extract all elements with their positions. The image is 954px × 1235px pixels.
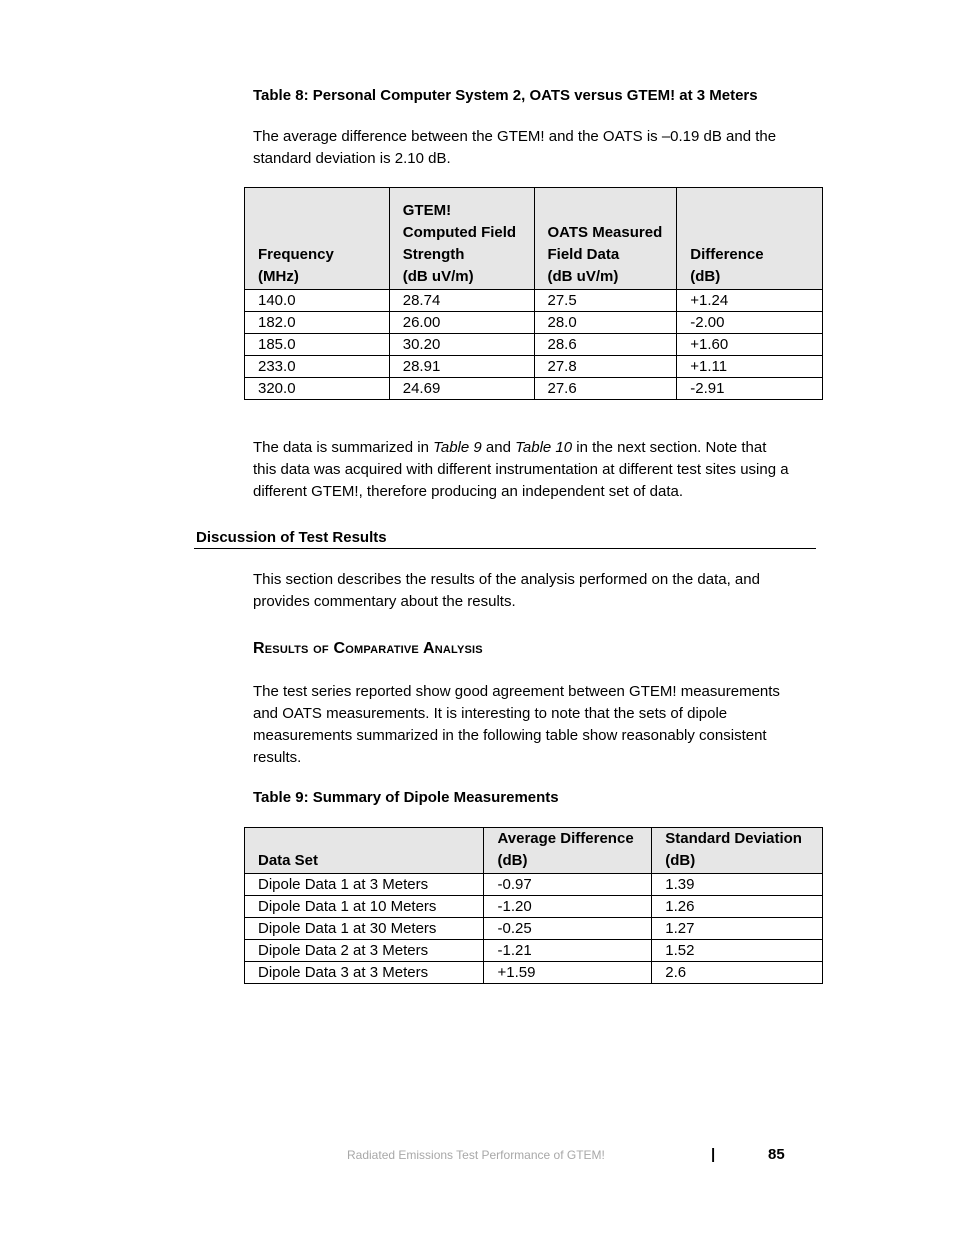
results-line4: results. xyxy=(253,749,302,766)
discussion-line1: This section describes the results of the analysis performed on the data, and xyxy=(253,571,760,588)
table-cell: 185.0 xyxy=(245,334,390,356)
table-cell: -0.25 xyxy=(484,918,652,940)
table-cell: 28.74 xyxy=(389,290,534,312)
summary-line3: different GTEM!, therefore producing an independent set of data. xyxy=(253,483,683,500)
header-text: (dB uV/m) xyxy=(547,268,619,285)
discussion-heading: Discussion of Test Results xyxy=(196,529,387,546)
discussion-paragraph xyxy=(253,569,760,613)
table-row xyxy=(245,312,823,334)
table-cell: +1.11 xyxy=(677,356,823,378)
summary-text: and xyxy=(481,439,516,456)
table8-intro-line2: standard deviation is 2.10 dB. xyxy=(253,150,451,167)
table8-header-oats xyxy=(534,188,677,290)
table-cell: -1.21 xyxy=(484,940,652,962)
header-text: Difference xyxy=(690,246,764,263)
summary-line1 xyxy=(253,437,789,459)
table8-header-gtem xyxy=(389,188,534,290)
header-text: Standard Deviation xyxy=(665,830,802,847)
results-paragraph xyxy=(253,681,780,769)
header-text: (dB) xyxy=(665,852,696,869)
table9-caption: Table 9: Summary of Dipole Measurements xyxy=(253,789,559,806)
footer-separator: | xyxy=(711,1146,716,1163)
table-cell: 28.6 xyxy=(534,334,677,356)
header-text: (dB) xyxy=(497,852,528,869)
results-line2: and OATS measurements. It is interesting to note that the sets of dipole xyxy=(253,705,728,722)
table-cell: 2.6 xyxy=(652,962,823,984)
table-cell: 1.27 xyxy=(652,918,823,940)
table-cell: 140.0 xyxy=(245,290,390,312)
table-cell: 320.0 xyxy=(245,378,390,400)
table8-header-difference xyxy=(677,188,823,290)
table-cell: 27.8 xyxy=(534,356,677,378)
table-cell: 27.5 xyxy=(534,290,677,312)
discussion-line2: provides commentary about the results. xyxy=(253,593,516,610)
header-text: (MHz) xyxy=(258,268,299,285)
table-row xyxy=(245,874,823,896)
table-row xyxy=(245,290,823,312)
header-text: Strength xyxy=(402,246,465,263)
table-row xyxy=(245,378,823,400)
table-cell: 27.6 xyxy=(534,378,677,400)
table-cell: -1.20 xyxy=(484,896,652,918)
table-cell: -0.97 xyxy=(484,874,652,896)
footer-title: Radiated Emissions Test Performance of GTEM! xyxy=(347,1148,605,1162)
table-cell: -2.91 xyxy=(677,378,823,400)
table8-intro-line1: The average difference between the GTEM! and the OATS is –0.19 dB and the xyxy=(253,128,777,145)
table-cell: 233.0 xyxy=(245,356,390,378)
header-text: Average Difference xyxy=(497,830,634,847)
table-row xyxy=(245,356,823,378)
table-row xyxy=(245,334,823,356)
table8 xyxy=(244,187,823,400)
table-cell: +1.60 xyxy=(677,334,823,356)
header-text: Data Set xyxy=(258,852,319,869)
table9 xyxy=(244,827,823,984)
section-divider xyxy=(194,548,816,549)
header-text: Field Data xyxy=(547,246,620,263)
table-cell: 1.26 xyxy=(652,896,823,918)
table8-caption: Table 8: Personal Computer System 2, OATS versus GTEM! at 3 Meters xyxy=(253,87,758,104)
table10-reference: Table 10 xyxy=(515,439,573,456)
table9-reference: Table 9 xyxy=(433,439,482,456)
header-text: GTEM! xyxy=(402,202,452,219)
summary-text: The data is summarized in xyxy=(253,439,434,456)
results-line3: measurements summarized in the following table show reasonably consistent xyxy=(253,727,767,744)
header-text: Frequency xyxy=(258,246,334,263)
table8-header-frequency xyxy=(245,188,390,290)
table-row xyxy=(245,962,823,984)
table-cell: 1.52 xyxy=(652,940,823,962)
table8-header-row xyxy=(245,188,823,290)
results-line1: The test series reported show good agreement between GTEM! measurements xyxy=(253,683,780,700)
table-cell: 182.0 xyxy=(245,312,390,334)
header-text: (dB) xyxy=(690,268,721,285)
table-cell: +1.24 xyxy=(677,290,823,312)
table9-header-row xyxy=(245,828,823,874)
table-cell: -2.00 xyxy=(677,312,823,334)
table9-header-avg-diff xyxy=(484,828,652,874)
table-row xyxy=(245,940,823,962)
summary-line2: this data was acquired with different instrumentation at different test sites using a xyxy=(253,461,789,478)
table-cell: 30.20 xyxy=(389,334,534,356)
table9-header-std-dev xyxy=(652,828,823,874)
table-cell: 1.39 xyxy=(652,874,823,896)
table-cell: 28.0 xyxy=(534,312,677,334)
table-cell: Dipole Data 1 at 10 Meters xyxy=(245,896,484,918)
table-row xyxy=(245,896,823,918)
table9-header-dataset xyxy=(245,828,484,874)
table-cell: 24.69 xyxy=(389,378,534,400)
table-cell: Dipole Data 3 at 3 Meters xyxy=(245,962,484,984)
table8-intro xyxy=(253,126,776,170)
table-cell: 26.00 xyxy=(389,312,534,334)
table-row xyxy=(245,918,823,940)
summary-paragraph xyxy=(253,437,789,503)
table-cell: Dipole Data 2 at 3 Meters xyxy=(245,940,484,962)
header-text: OATS Measured xyxy=(547,224,663,241)
header-text: Computed Field xyxy=(402,224,517,241)
table-cell: Dipole Data 1 at 30 Meters xyxy=(245,918,484,940)
header-text: (dB uV/m) xyxy=(402,268,474,285)
summary-text: in the next section. Note that xyxy=(572,439,767,456)
table-cell: Dipole Data 1 at 3 Meters xyxy=(245,874,484,896)
page-number: 85 xyxy=(768,1146,785,1163)
table-cell: 28.91 xyxy=(389,356,534,378)
results-heading: Results of Comparative Analysis xyxy=(253,640,483,657)
table-cell: +1.59 xyxy=(484,962,652,984)
